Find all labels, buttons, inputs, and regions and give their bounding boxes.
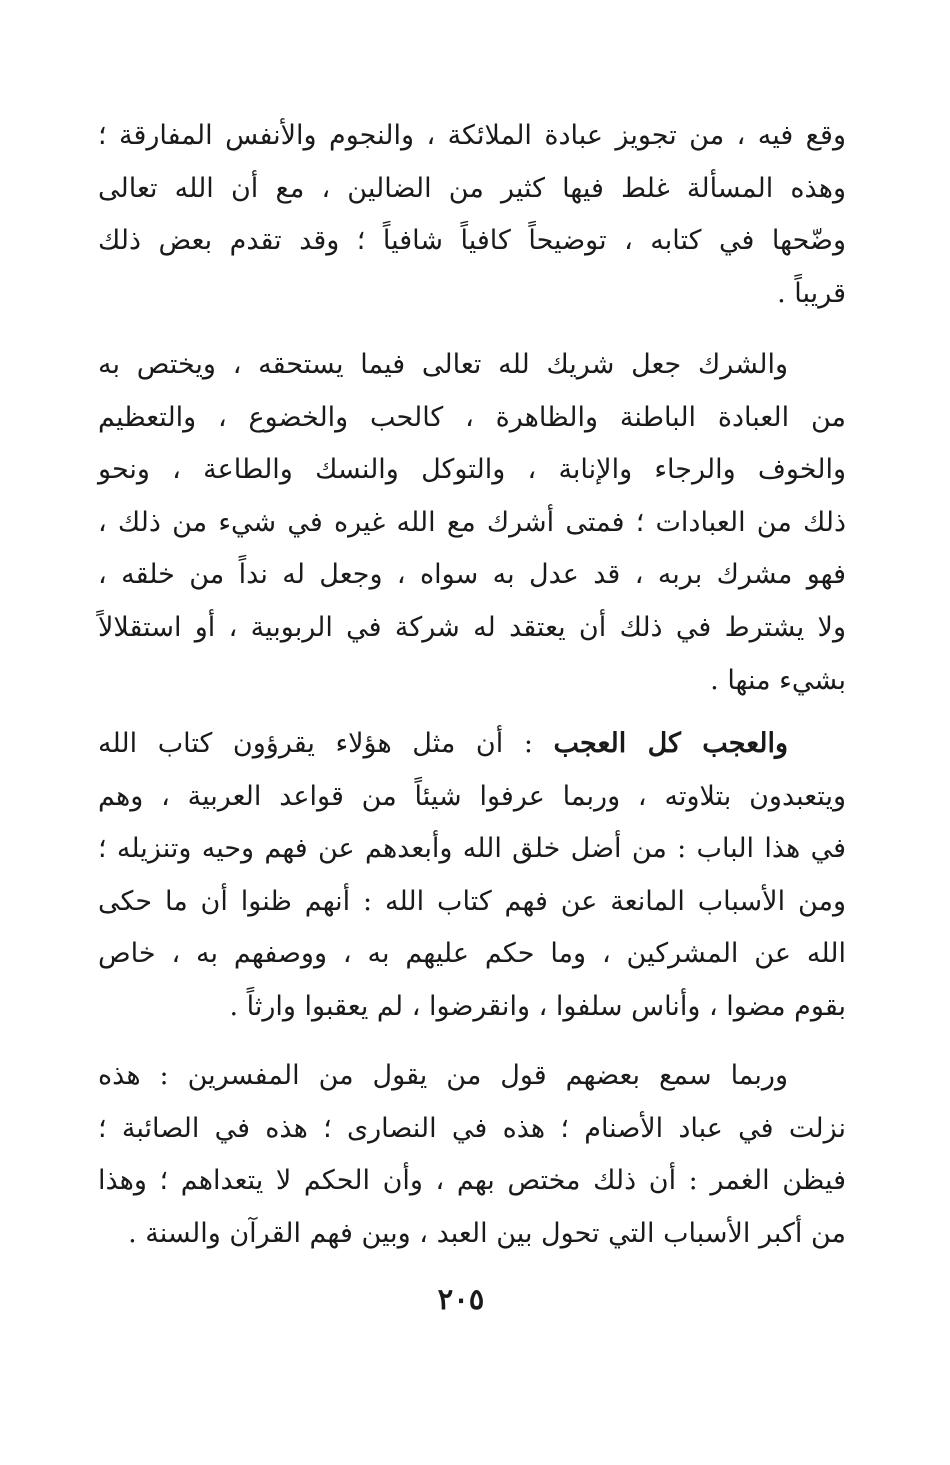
paragraph-3 <box>98 718 846 1034</box>
text-line: وقع فيه ، من تجويز عبادة الملائكة ، والنجوم والأنفس المفارقة ؛ <box>98 120 846 151</box>
text-line: بشيء منها . <box>710 664 846 696</box>
paragraph-4 <box>98 1050 846 1260</box>
paragraph-1 <box>98 110 846 320</box>
text-line: ولا يشترط في ذلك أن يعتقد له شركة في الربوبية ، أو استقلالاً <box>98 611 846 643</box>
text-line: وهذه المسألة غلط فيها كثير من الضالين ، مع أن الله تعالى <box>98 172 846 204</box>
bold-lead-phrase: والعجب كل العجب <box>553 728 788 759</box>
text-line: بقوم مضوا ، وأناس سلفوا ، وانقرضوا ، لم يعقبوا وارثاً . <box>229 990 846 1022</box>
text-line: وضّحها في كتابه ، توضيحاً كافياً شافياً ؛ وقد تقدم بعض ذلك <box>98 225 846 257</box>
text-line: في هذا الباب : من أضل خلق الله وأبعدهم عن فهم وحيه وتنزيله ؛ <box>98 833 846 865</box>
text-line: ذلك من العبادات ؛ فمتى أشرك مع الله غيره في شيء من ذلك ، <box>98 506 846 538</box>
paragraph-2 <box>98 339 846 707</box>
text-line: نزلت في عباد الأصنام ؛ هذه في النصارى ؛ هذه في الصائبة ؛ <box>98 1112 846 1144</box>
text-line: والخوف والرجاء والإنابة ، والتوكل والنسك والطاعة ، ونحو <box>98 454 846 486</box>
text-line: ومن الأسباب المانعة عن فهم كتاب الله : أنهم ظنوا أن ما حكى <box>98 885 846 917</box>
text-line: من أكبر الأسباب التي تحول بين العبد ، وبين فهم القرآن والسنة . <box>128 1217 846 1249</box>
text-line: والشرك جعل شريك لله تعالى فيما يستحقه ، ويختص به <box>98 349 788 380</box>
text-line: قريباً . <box>777 277 846 309</box>
text-line: من العبادة الباطنة والظاهرة ، كالحب والخضوع ، والتعظيم <box>98 401 846 433</box>
text-line <box>98 718 846 771</box>
page-number: ٢٠٥ <box>437 1282 485 1316</box>
text-line: ويتعبدون بتلاوته ، وربما عرفوا شيئاً من قواعد العربية ، وهم <box>98 780 846 812</box>
text-line: فهو مشرك بربه ، قد عدل به سواه ، وجعل له نداً من خلقه ، <box>98 559 846 591</box>
text-line: الله عن المشركين ، وما حكم عليهم به ، ووصفهم به ، خاص <box>98 938 846 970</box>
lead-line-rest: : أن مثل هؤلاء يقرؤون كتاب الله <box>98 728 554 759</box>
text-line: فيظن الغمر : أن ذلك مختص بهم ، وأن الحكم لا يتعداهم ؛ وهذا <box>98 1165 846 1197</box>
text-line: وربما سمع بعضهم قول من يقول من المفسرين : هذه <box>98 1060 788 1091</box>
